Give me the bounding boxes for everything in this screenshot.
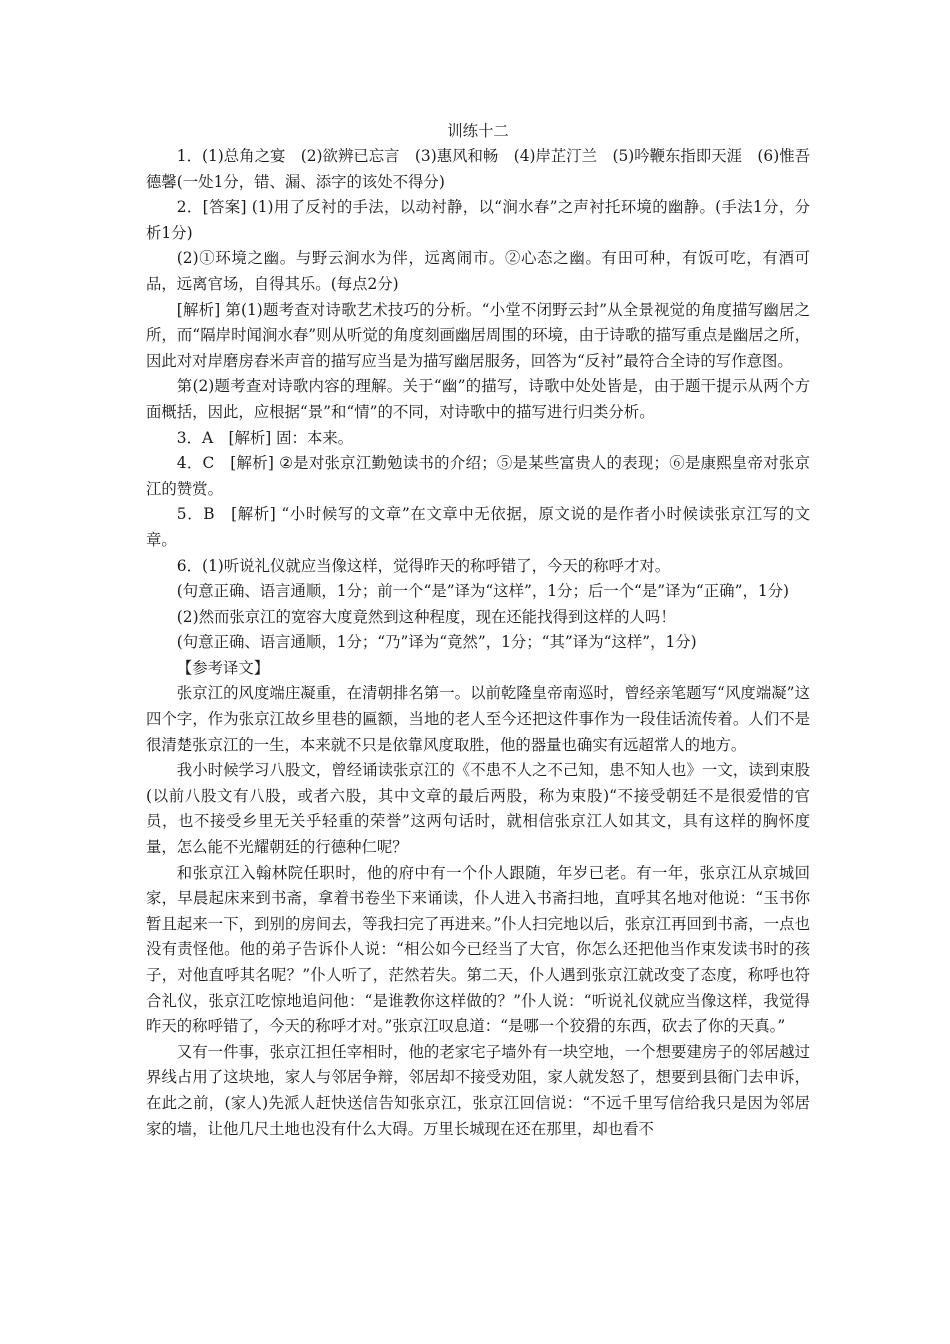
answer-6-part-2: (2)然而张京江的宽容大度竟然到这种程度，现在还能找得到这样的人吗！ bbox=[176, 607, 676, 626]
translation-paragraph-1: 张京江的风度端庄凝重，在清朝排名第一。以前乾隆皇帝南巡时，曾经亲笔题写“风度端凝”这四个字，作为张京江故乡里巷的匾额，当地的老人至今还把这件事作为一段佳话流传着。人们不是很清楚张京江的一生，本来就不只是依靠风度取胜，他的器量也确实有远超常人的地方。 bbox=[146, 684, 810, 754]
answer-2-analysis-1: [解析] 第(1)题考查对诗歌艺术技巧的分析。“小堂不闭野云封”从全景视觉的角度描写幽居之所，而“隔岸时闻涧水春”则从听觉的角度刻画幽居周围的环境，由于诗歌的描写重点是幽居之所，因此对对岸磨房舂米声音的描写应当是为描写幽居服务，回答为“反衬”最符合全诗的写作意图。 bbox=[146, 300, 810, 370]
answer-3: 3．A [解析] 固：本来。 bbox=[176, 428, 354, 447]
answer-2-analysis-2: 第(2)题考查对诗歌内容的理解。关于“幽”的描写，诗歌中处处皆是，由于题干提示从两个方面概括，因此，应根据“景”和“情”的不同，对诗歌中的描写进行归类分析。 bbox=[146, 377, 810, 421]
answer-6-part-2-scoring: (句意正确、语言通顺，1分；“乃”译为“竟然”，1分；“其”译为“这样”，1分) bbox=[176, 633, 697, 652]
translation-paragraph-2: 我小时候学习八股文，曾经诵读张京江的《不患不人之不己知，患不知人也》一文，读到束股(以前八股文有八股，或者六股，其中文章的最后两股，称为束股)“不接受朝廷不是很爱惜的官员，也不接受乡里无关乎轻重的荣誉”这两句话时，就相信张京江人如其文，具有这样的胸怀度量，怎么能不光耀朝廷的行德种仁呢？ bbox=[146, 761, 810, 857]
answer-6-part-1-scoring: (句意正确、语言通顺，1分；前一个“是”译为“这样”，1分；后一个“是”译为“正确”，1分) bbox=[176, 582, 790, 601]
translation-heading: 【参考译文】 bbox=[176, 658, 270, 677]
answer-4: 4．C [解析] ②是对张京江勤勉读书的介绍；⑤是某些富贵人的表现；⑥是康熙皇帝对张京江的赞赏。 bbox=[146, 454, 810, 498]
answer-6-part-1: 6．(1)听说礼仪就应当像这样，觉得昨天的称呼错了，今天的称呼才对。 bbox=[176, 556, 671, 575]
answer-5: 5．B [解析] “小时候写的文章”在文章中无依据，原文说的是作者小时候读张京江写的文章。 bbox=[146, 505, 810, 549]
translation-paragraph-4: 又有一件事，张京江担任宰相时，他的老家宅子墙外有一块空地，一个想要建房子的邻居越过界线占用了这块地，家人与邻居争辩，邻居却不接受劝阻，家人就发怒了，想要到县衙门去申诉，在此之前，(家人)先派人赶快送信告知张京江，张京江回信说：“不远千里写信给我只是因为邻居家的墙，让他几尺土地也没有什么大碍。万里长城现在还在那里，却也看不 bbox=[146, 1042, 810, 1138]
translation-paragraph-3: 和张京江入翰林院任职时，他的府中有一个仆人跟随，年岁已老。有一年，张京江从京城回家，早晨起床来到书斋，拿着书卷坐下来诵读，仆人进入书斋扫地，直呼其名地对他说：“玉书你暂且起来一下，到别的房间去，等我扫完了再进来。”仆人扫完地以后，张京江再回到书斋，一点也没有责怪他。他的弟子告诉仆人说：“相公如今已经当了大官，你怎么还把他当作束发读书时的孩子，对他直呼其名呢？”仆人听了，茫然若失。第二天，仆人遇到张京江就改变了态度，称呼也符合礼仪，张京江吃惊地追问他：“是谁教你这样做的？”仆人说：“听说礼仪就应当像这样，我觉得昨天的称呼错了，今天的称呼才对。”张京江叹息道：“是哪一个狡猾的东西，砍去了你的天真。” bbox=[146, 863, 810, 1036]
answer-2-part-2: (2)①环境之幽。与野云涧水为伴，远离闹市。②心态之幽。有田可种，有饭可吃，有酒可品，远离官场，自得其乐。(每点2分) bbox=[146, 249, 810, 293]
answer-2-answer: 2．[答案] (1)用了反衬的手法，以动衬静，以“涧水春”之声衬托环境的幽静。(手法1分，分析1分) bbox=[146, 198, 810, 242]
page-title: 训练十二 bbox=[447, 122, 509, 140]
answer-1: 1．(1)总角之宴 (2)欲辨已忘言 (3)惠风和畅 (4)岸芷汀兰 (5)吟鞭东指即天涯 (6)惟吾德馨(一处1分，错、漏、添字的该处不得分) bbox=[146, 147, 810, 191]
